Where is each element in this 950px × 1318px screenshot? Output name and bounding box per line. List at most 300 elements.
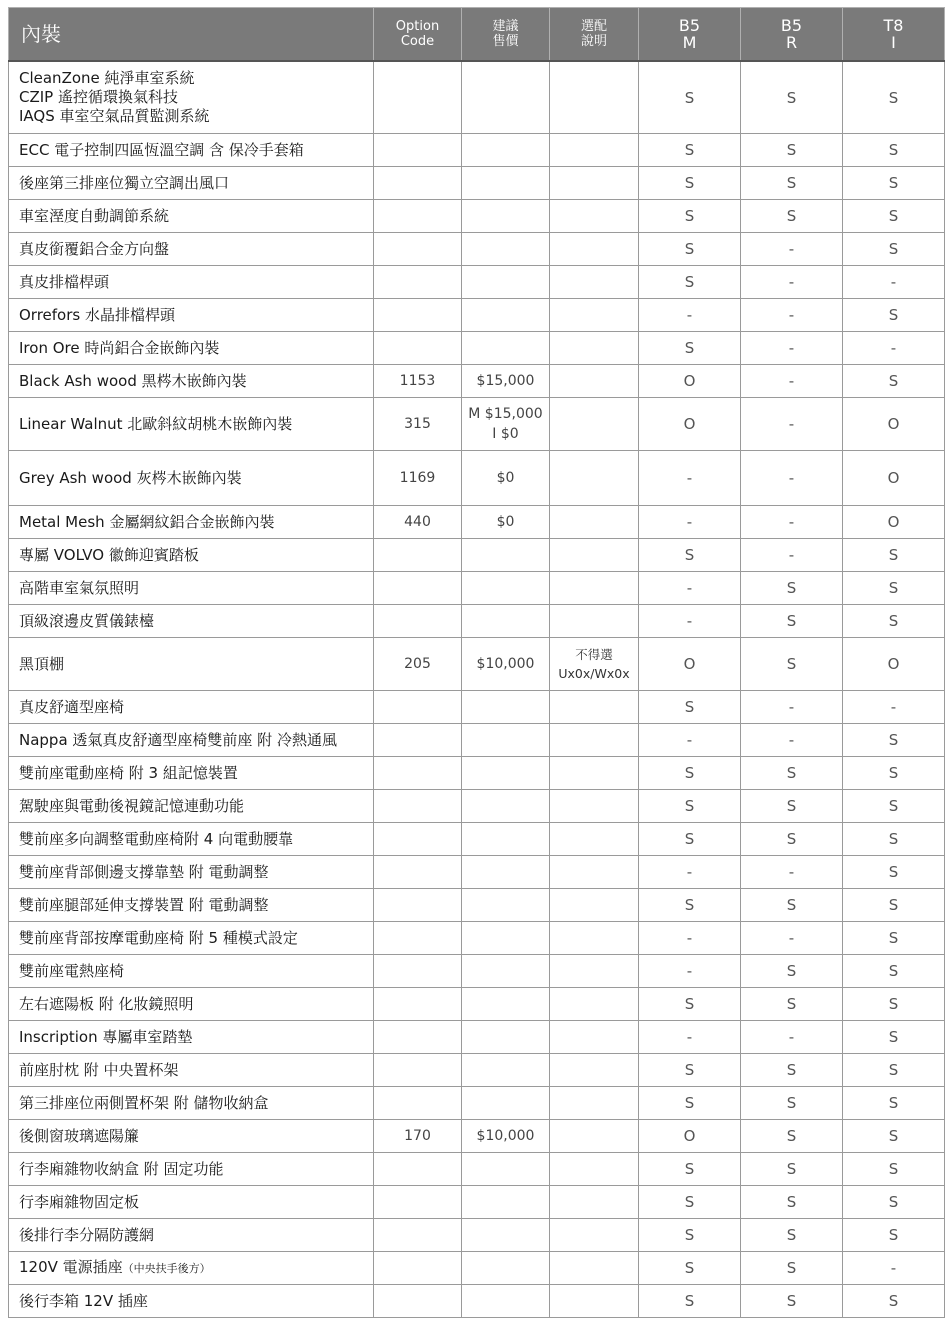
feature-name-text: 120V 電源插座 [19,1258,123,1276]
t8i-value-text: S [888,207,899,225]
option-note [550,1153,639,1186]
model-b5r-line1: B5 [780,16,803,35]
feature-name-text: 專屬 VOLVO 徽飾迎賓踏板 [19,545,199,564]
feature-name-text: 真皮排檔桿頭 [19,272,110,291]
price [462,332,550,365]
option-note [550,790,639,823]
b5m-value [639,167,741,200]
feature-name [9,1120,374,1153]
price [462,1054,550,1087]
table-row [9,889,945,922]
b5m-value-text: S [684,995,695,1013]
option-code [374,757,462,790]
feature-name-text: Nappa 透氣真皮舒適型座椅雙前座 附 冷熱通風 [19,730,337,749]
b5r-value [741,724,843,757]
t8i-value [843,572,945,605]
price [462,506,550,539]
table-row [9,823,945,856]
b5r-value [741,757,843,790]
feature-name-text: 後排行李分隔防護網 [19,1225,155,1244]
feature-name-text: 雙前座電熱座椅 [19,961,125,980]
interior-spec-table [8,7,945,1318]
feature-name-text: Orrefors 水晶排檔桿頭 [19,305,175,324]
option-note [550,200,639,233]
b5r-value-text: S [786,962,797,980]
b5r-value [741,1120,843,1153]
model-t8i-line2: I [891,33,896,52]
option-code [374,638,462,691]
feature-name-text: 頂級滾邊皮質儀錶檯 [19,611,155,630]
t8i-value-text: S [888,1127,899,1145]
b5m-value-text: S [684,207,695,225]
t8i-value [843,506,945,539]
option-code [374,1021,462,1054]
t8i-value [843,691,945,724]
feature-name [9,233,374,266]
t8i-value [843,856,945,889]
option-code-label: Option Code [395,19,440,49]
feature-name-text: 駕駛座與電動後視鏡記憶連動功能 [19,796,245,815]
note-header [550,8,639,62]
option-note [550,61,639,134]
price [462,1186,550,1219]
t8i-value-text: O [887,415,900,433]
b5m-value-text: O [683,1127,696,1145]
b5m-value-text: - [686,579,693,597]
b5r-value [741,451,843,506]
table-row [9,506,945,539]
option-code [374,1186,462,1219]
feature-name [9,451,374,506]
b5r-value-text: S [786,1127,797,1145]
price [462,365,550,398]
price [462,299,550,332]
feature-name-text: 高階車室氣氛照明 [19,578,140,597]
feature-name [9,398,374,451]
t8i-value-text: S [888,1226,899,1244]
b5r-value-text: S [786,207,797,225]
t8i-value-text: S [888,995,899,1013]
b5m-value-text: S [684,698,695,716]
feature-name [9,823,374,856]
t8i-value [843,1120,945,1153]
b5r-value [741,233,843,266]
model-t8i-header [843,8,945,62]
option-code [374,1054,462,1087]
price-text: M $15,000 I $0 [468,406,543,442]
model-b5m-line2: M [682,33,697,52]
b5r-value-text: - [788,863,795,881]
b5m-value-text: S [684,273,695,291]
option-code-text: 440 [404,514,431,530]
t8i-value [843,1153,945,1186]
option-code-text: 205 [404,656,431,672]
feature-name [9,605,374,638]
b5r-value-text: S [786,655,797,673]
price-text: $15,000 [476,373,535,389]
option-code [374,955,462,988]
b5m-value [639,1186,741,1219]
price [462,233,550,266]
b5m-value [639,1252,741,1285]
b5m-value-text: - [686,731,693,749]
table-row [9,61,945,134]
b5r-value-text: S [786,995,797,1013]
b5m-value-text: S [684,1094,695,1112]
t8i-value-text: S [888,1028,899,1046]
b5m-value-text: S [684,1292,695,1310]
b5m-value [639,61,741,134]
feature-name [9,167,374,200]
t8i-value-text: S [888,1094,899,1112]
b5r-value-text: S [786,88,797,107]
t8i-value-text: S [888,731,899,749]
b5m-value-text: S [684,339,695,357]
b5m-value [639,332,741,365]
feature-name [9,889,374,922]
b5m-value-text: S [684,1226,695,1244]
t8i-value-text: S [888,1160,899,1178]
option-note [550,1252,639,1285]
b5m-value [639,1021,741,1054]
table-row [9,691,945,724]
b5r-value [741,539,843,572]
b5r-value [741,988,843,1021]
b5m-value [639,451,741,506]
t8i-value-text: S [888,174,899,192]
feature-name [9,724,374,757]
price [462,922,550,955]
feature-name [9,1219,374,1252]
b5r-value-text: - [788,306,795,324]
b5m-value [639,200,741,233]
b5r-value [741,1153,843,1186]
t8i-value [843,134,945,167]
option-code [374,1087,462,1120]
b5r-value [741,1219,843,1252]
option-code-text: 1153 [399,373,436,389]
feature-name [9,332,374,365]
option-note [550,134,639,167]
feature-name-text: 左右遮陽板 附 化妝鏡照明 [19,994,194,1013]
b5r-value-text: S [786,579,797,597]
feature-name-text: 雙前座背部按摩電動座椅 附 5 種模式設定 [19,928,298,947]
feature-name-text: 雙前座電動座椅 附 3 組記憶裝置 [19,763,238,782]
table-row [9,922,945,955]
table-row [9,200,945,233]
table-row [9,757,945,790]
b5r-value-text: S [786,1160,797,1178]
feature-name-text: 行李廂雜物固定板 [19,1192,140,1211]
t8i-value [843,889,945,922]
feature-name [9,856,374,889]
feature-name [9,266,374,299]
b5r-value [741,572,843,605]
option-note-text: 不得選 Ux0x/Wx0x [558,647,630,681]
b5m-value-text: - [686,1028,693,1046]
price [462,757,550,790]
b5m-value [639,539,741,572]
option-code [374,233,462,266]
b5r-value [741,922,843,955]
feature-name [9,61,374,134]
header-row [9,8,945,62]
price [462,1120,550,1153]
feature-name-note: （中央扶手後方） [122,1262,211,1275]
b5m-value [639,266,741,299]
option-code [374,299,462,332]
b5r-value [741,889,843,922]
b5m-value-text: - [686,469,693,487]
option-note [550,266,639,299]
feature-name [9,691,374,724]
feature-name-text: ECC 電子控制四區恆溫空調 含 保冷手套箱 [19,140,304,159]
b5r-value-text: S [786,174,797,192]
b5r-value [741,61,843,134]
b5m-value [639,856,741,889]
t8i-value [843,266,945,299]
b5r-value-text: S [786,1292,797,1310]
feature-name-text: Linear Walnut 北歐斜紋胡桃木嵌飾內裝 [19,414,293,433]
b5m-value [639,823,741,856]
feature-name [9,922,374,955]
option-note [550,398,639,451]
b5m-value-text: S [684,1259,695,1277]
t8i-value [843,200,945,233]
table-row [9,1285,945,1318]
b5r-value [741,856,843,889]
t8i-value [843,332,945,365]
b5m-value [639,233,741,266]
b5r-value-text: S [786,612,797,630]
b5m-value [639,724,741,757]
t8i-value-text: S [888,1292,899,1310]
option-code [374,1219,462,1252]
t8i-value-text: S [888,764,899,782]
b5m-value [639,134,741,167]
feature-name-text: 真皮舒適型座椅 [19,697,125,716]
option-note [550,988,639,1021]
table-row [9,724,945,757]
price [462,1285,550,1318]
b5r-value-text: - [788,513,795,531]
b5m-value-text: S [684,174,695,192]
feature-name [9,1021,374,1054]
price-text: $0 [496,470,515,486]
b5r-value [741,1252,843,1285]
option-code [374,266,462,299]
b5r-value [741,790,843,823]
price [462,1219,550,1252]
t8i-value-text: S [888,579,899,597]
b5r-value [741,955,843,988]
b5r-value [741,299,843,332]
b5m-value [639,1285,741,1318]
b5m-value [639,757,741,790]
t8i-value [843,790,945,823]
b5m-value-text: S [684,1061,695,1079]
b5r-value-text: - [788,546,795,564]
option-code [374,605,462,638]
price [462,955,550,988]
feature-name-text: Iron Ore 時尚鋁合金嵌飾內裝 [19,338,220,357]
feature-name [9,955,374,988]
option-note [550,233,639,266]
b5m-value-text: S [684,1193,695,1211]
option-note [550,605,639,638]
feature-name [9,790,374,823]
t8i-value [843,955,945,988]
t8i-value [843,638,945,691]
price [462,856,550,889]
t8i-value-text: S [888,546,899,564]
table-row [9,572,945,605]
table-row [9,332,945,365]
option-note [550,332,639,365]
model-b5r-line2: R [785,33,798,52]
b5m-value [639,506,741,539]
b5r-value [741,1087,843,1120]
option-note [550,1120,639,1153]
option-code [374,451,462,506]
b5r-value [741,638,843,691]
price [462,451,550,506]
t8i-value-text: S [888,88,899,107]
b5m-value [639,955,741,988]
b5m-value-text: O [683,655,696,673]
feature-name [9,134,374,167]
b5r-value-text: S [786,797,797,815]
model-t8i-line1: T8 [883,16,904,35]
b5m-value-text: - [686,962,693,980]
b5r-value-text: S [786,1061,797,1079]
b5r-value [741,200,843,233]
table-row [9,638,945,691]
feature-name-text: 後側窗玻璃遮陽簾 [19,1126,140,1145]
price [462,790,550,823]
b5m-value [639,691,741,724]
b5r-value [741,266,843,299]
b5m-value [639,299,741,332]
table-row [9,167,945,200]
t8i-value-text: S [888,372,899,390]
b5m-value [639,889,741,922]
option-note [550,691,639,724]
t8i-value-text: O [887,655,900,673]
b5r-value-text: - [788,469,795,487]
option-note [550,955,639,988]
b5m-value [639,1087,741,1120]
option-code-text: 170 [404,1128,431,1144]
table-row [9,266,945,299]
b5m-value-text: O [683,415,696,433]
option-note [550,1186,639,1219]
b5r-value-text: - [788,372,795,390]
price [462,691,550,724]
feature-name [9,539,374,572]
b5m-value [639,605,741,638]
option-code [374,200,462,233]
b5m-value-text: - [686,306,693,324]
feature-name-text: 第三排座位兩側置杯架 附 儲物收納盒 [19,1093,269,1112]
feature-name-text: 雙前座腿部延伸支撐裝置 附 電動調整 [19,895,269,914]
price-text: $0 [496,514,515,530]
option-code [374,1153,462,1186]
b5r-value-text: - [788,1028,795,1046]
t8i-value-text: - [890,339,897,357]
option-code [374,889,462,922]
table-row [9,790,945,823]
price [462,1153,550,1186]
feature-name [9,572,374,605]
b5m-value [639,790,741,823]
feature-name-text: 後座第三排座位獨立空調出風口 [19,173,230,192]
option-code-header [374,8,462,62]
option-code-text: 1169 [399,470,436,486]
b5r-value [741,1021,843,1054]
t8i-value [843,605,945,638]
b5r-value [741,365,843,398]
option-note [550,365,639,398]
t8i-value [843,724,945,757]
option-note [550,1285,639,1318]
t8i-value [843,61,945,134]
price [462,572,550,605]
t8i-value [843,233,945,266]
option-note [550,823,639,856]
b5r-value [741,134,843,167]
table-row [9,1219,945,1252]
b5m-value-text: - [686,863,693,881]
b5r-value-text: S [786,896,797,914]
price [462,200,550,233]
b5r-value [741,398,843,451]
price [462,1021,550,1054]
t8i-value [843,539,945,572]
option-note [550,757,639,790]
table-row [9,988,945,1021]
b5m-value-text: - [686,929,693,947]
b5r-value [741,605,843,638]
table-row [9,1021,945,1054]
t8i-value [843,1285,945,1318]
option-note [550,922,639,955]
price [462,823,550,856]
option-note [550,506,639,539]
option-code [374,365,462,398]
option-note [550,1021,639,1054]
table-row [9,856,945,889]
feature-name [9,1285,374,1318]
b5r-value-text: S [786,830,797,848]
feature-name [9,757,374,790]
option-code [374,790,462,823]
t8i-value-text: S [888,1193,899,1211]
feature-name [9,1153,374,1186]
b5m-value [639,638,741,691]
t8i-value-text: - [890,698,897,716]
option-note [550,167,639,200]
feature-name-text: Metal Mesh 金屬網紋鋁合金嵌飾內裝 [19,512,275,531]
feature-name-text: Black Ash wood 黑梣木嵌飾內裝 [19,371,247,390]
price [462,988,550,1021]
table-row [9,451,945,506]
t8i-value-text: - [890,273,897,291]
b5r-value [741,332,843,365]
b5r-value-text: - [788,273,795,291]
b5m-value [639,572,741,605]
t8i-value-text: S [888,830,899,848]
